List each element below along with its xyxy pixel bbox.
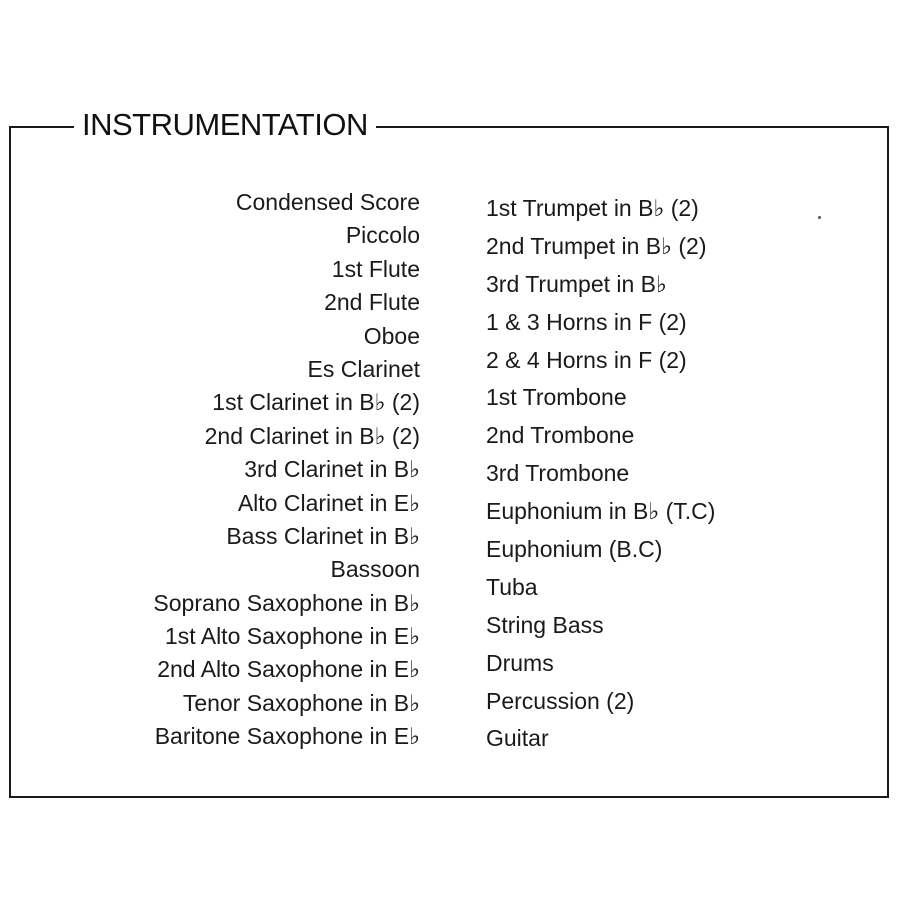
instrument-item: Drums [486, 649, 554, 676]
instrument-item: Euphonium in B♭ (T.C) [486, 498, 716, 525]
instrument-item: 3rd Trumpet in B♭ [486, 270, 667, 297]
instrument-item: 1st Alto Saxophone in E♭ [164, 623, 420, 650]
instrument-item: Baritone Saxophone in E♭ [154, 723, 420, 750]
print-speck [818, 216, 821, 219]
instrument-item: 1 & 3 Horns in F (2) [486, 308, 687, 335]
instrument-item: Tuba [486, 573, 538, 600]
instrument-item: Condensed Score [235, 189, 420, 215]
instrument-item: Bass Clarinet in B♭ [226, 522, 420, 549]
instrument-item: Alto Clarinet in E♭ [237, 489, 420, 516]
section-heading: INSTRUMENTATION [74, 104, 376, 146]
instrument-item: Guitar [486, 725, 549, 752]
instrument-item: 1st Flute [331, 255, 420, 282]
instrument-item: Bassoon [330, 556, 420, 583]
instrument-item: 2 & 4 Horns in F (2) [486, 346, 687, 373]
instrument-item: Oboe [363, 322, 420, 349]
instrument-list-right [486, 190, 715, 758]
instrument-item: 1st Trumpet in B♭ (2) [486, 195, 699, 221]
instrument-item: Tenor Saxophone in B♭ [182, 689, 420, 716]
instrument-item: 2nd Trombone [486, 422, 635, 449]
instrument-item: 2nd Clarinet in B♭ (2) [204, 422, 420, 449]
instrument-item: Es Clarinet [307, 355, 420, 382]
instrument-list-left [153, 186, 420, 754]
instrument-item: 3rd Clarinet in B♭ [244, 456, 420, 483]
instrument-item: 2nd Flute [324, 289, 420, 316]
instrument-item: 1st Clarinet in B♭ (2) [212, 389, 420, 416]
instrument-item: Soprano Saxophone in B♭ [153, 589, 420, 616]
instrument-item: Piccolo [345, 222, 420, 249]
instrument-item: Percussion (2) [486, 687, 635, 714]
instrument-item: String Bass [486, 611, 604, 638]
instrument-item: 1st Trombone [486, 384, 627, 411]
instrument-item: 2nd Alto Saxophone in E♭ [157, 656, 420, 683]
instrument-item: Euphonium (B.C) [486, 536, 663, 563]
instrumentation-frame [9, 126, 889, 798]
instrument-item: 2nd Trumpet in B♭ (2) [486, 232, 707, 259]
instrument-item: 3rd Trombone [486, 460, 630, 487]
